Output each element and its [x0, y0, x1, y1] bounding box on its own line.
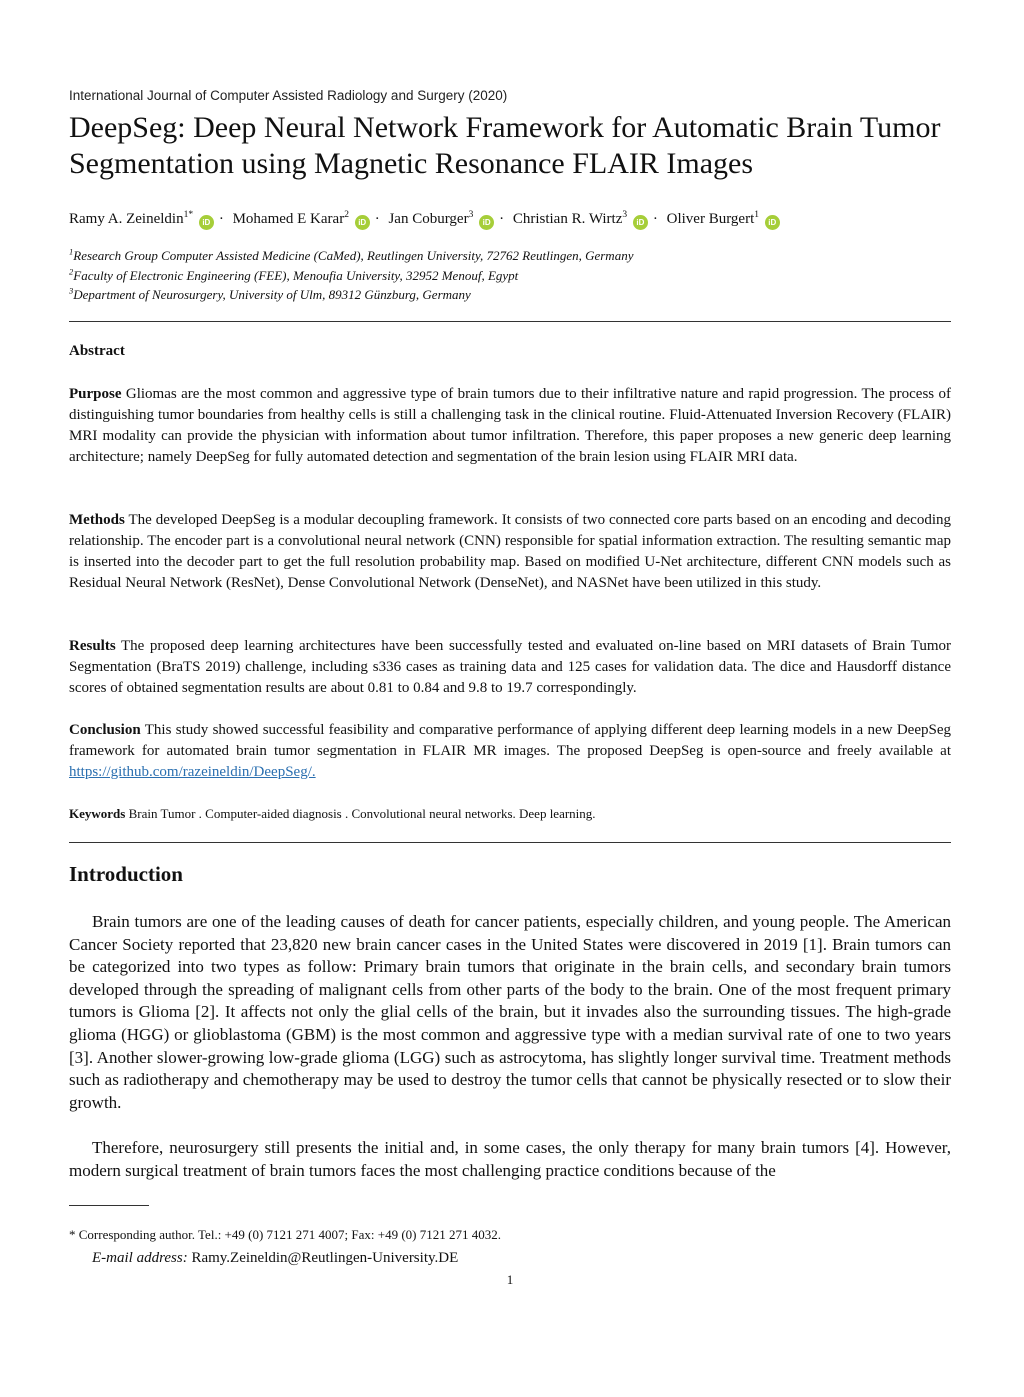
intro-paragraph: Therefore, neurosurgery still presents the initial and, in some cases, the only therapy for many brain tumors [4]. However, modern surgical treatment of brain tumors faces the most challenging practice conditions because of the: [69, 1138, 951, 1180]
affiliation-line: [69, 266, 951, 286]
author-affil-sup: 1*: [183, 210, 194, 220]
abstract-heading: Abstract: [69, 343, 125, 359]
introduction-heading: Introduction: [69, 862, 183, 886]
author-affil-sup: 3: [468, 210, 474, 220]
conclusion-label: Conclusion: [69, 722, 141, 738]
abstract-results: [69, 636, 951, 699]
author-separator: ·: [652, 211, 658, 227]
affiliations: [69, 246, 951, 305]
affiliation-line: [69, 246, 951, 266]
results-text: The proposed deep learning architectures have been successfully tested and evaluated on-line based on MRI datasets of Brain Tumor Segmentation (BraTS 2019) challenge, including s336 cases as training data and 125 cases for validation data. The dice and Hausdorff distance scores of obtained segmentation results are about 0.81 to 0.84 and 9.8 to 19.7 correspondingly.: [69, 638, 951, 696]
author-affil-sup: 2: [344, 210, 349, 220]
divider: [69, 842, 951, 843]
author-separator: ·: [218, 211, 224, 227]
footnote-rule: [69, 1205, 149, 1206]
affiliation-text: Faculty of Electronic Engineering (FEE), Menoufia University, 32952 Menouf, Egypt: [73, 267, 519, 283]
intro-paragraph: Brain tumors are one of the leading causes of death for cancer patients, especially children, and young people. The American Cancer Society reported that 23,820 new brain cancer cases in the United States were discovered in 2019 [1]. Brain tumors can be categorized into two types as follow: Primary brain tumors that originate in the brain cells, and secondary brain tumors developed through the spreading of malignant cells from other parts of the body to the brain. One of the most frequent primary tumors is Glioma [2]. It affects not only the glial cells of the brain, but it invades also the surrounding tissues. The high-grade glioma (HGG) or glioblastoma (GBM) is the most common and aggressive type with a median survival rate of one to two years [3]. Another slower-growing low-grade glioma (LGG) such as astrocytoma, has slightly longer survival time. Treatment methods such as radiotherapy and chemotherapy may be used to destroy the tumor cells that cannot be physically resected or to slow their growth.: [69, 912, 951, 1112]
abstract-methods: [69, 510, 951, 594]
orcid-icon[interactable]: iD: [633, 215, 648, 230]
conclusion-text: This study showed successful feasibility and comparative performance of applying different deep learning models in a new DeepSeg framework for automated brain tumor segmentation in FLAIR MR images. The proposed DeepSeg is open-source and freely available at: [69, 722, 951, 759]
author-separator: ·: [374, 211, 380, 227]
github-link[interactable]: https://github.com/razeineldin/DeepSeg/.: [69, 764, 316, 780]
affiliation-text: Department of Neurosurgery, University of Ulm, 89312 Günzburg, Germany: [73, 287, 471, 302]
affiliation-sup: 1: [69, 246, 74, 257]
methods-label: Methods: [69, 512, 125, 528]
author-name: Mohamed E Karar: [232, 211, 345, 227]
author-name: Christian R. Wirtz: [512, 211, 623, 227]
orcid-icon[interactable]: iD: [355, 215, 370, 230]
keywords-text: Brain Tumor . Computer-aided diagnosis . Convolutional neural networks. Deep learning.: [125, 806, 596, 821]
purpose-label: Purpose: [69, 386, 122, 402]
methods-text: The developed DeepSeg is a modular decoupling framework. It consists of two connected core parts based on an encoding and decoding relationship. The encoder part is a convolutional neural network (CNN) responsible for spatial information extraction. The resulting semantic map is inserted into the decoder part to get the full resolution probability map. Based on modified U-Net architecture, different CNN models such as Residual Neural Network (ResNet), Dense Convolutional Network (DenseNet), and NASNet have been utilized in this study.: [69, 512, 951, 591]
abstract-conclusion: [69, 720, 951, 783]
author-name: Jan Coburger: [388, 211, 469, 227]
orcid-icon[interactable]: iD: [479, 215, 494, 230]
orcid-icon[interactable]: iD: [199, 215, 214, 230]
footnote-email: [92, 1248, 458, 1268]
author-list: [69, 209, 951, 230]
affiliation-sup: 3: [69, 285, 74, 296]
purpose-text: Gliomas are the most common and aggressive type of brain tumors due to their infiltrative nature and rapid progression. The process of distinguishing tumor boundaries from healthy cells is still a challenging task in the clinical routine. Fluid-Attenuated Inversion Recovery (FLAIR) MRI modality can provide the physician with information about tumor infiltration. Therefore, this paper proposes a new generic deep learning architecture; namely DeepSeg for fully automated detection and segmentation of the brain lesion using FLAIR MRI data.: [69, 386, 951, 465]
author-affil-sup: 3: [622, 210, 628, 220]
affiliation-line: [69, 285, 951, 305]
author-name: Oliver Burgert: [666, 211, 755, 227]
keywords: [69, 805, 951, 823]
page-number: 1: [506, 1272, 514, 1287]
email-label: E-mail address:: [92, 1250, 188, 1266]
author-affil-sup: 1: [754, 210, 759, 220]
abstract-purpose: [69, 384, 951, 468]
email-address[interactable]: Ramy.Zeineldin@Reutlingen-University.DE: [187, 1250, 459, 1266]
author-name: Ramy A. Zeineldin: [69, 211, 184, 227]
author-separator: ·: [499, 211, 505, 227]
results-label: Results: [69, 638, 116, 654]
affiliation-sup: 2: [69, 266, 74, 277]
footnote-corresponding: * Corresponding author. Tel.: +49 (0) 7121 271 4007; Fax: +49 (0) 7121 271 4032.: [69, 1227, 502, 1242]
journal-name: International Journal of Computer Assisted Radiology and Surgery (2020): [69, 88, 508, 103]
keywords-label: Keywords: [69, 806, 126, 821]
paper-title: DeepSeg: Deep Neural Network Framework for Automatic Brain Tumor Segmentation using Magnetic Resonance FLAIR Images: [69, 111, 941, 180]
affiliation-text: Research Group Computer Assisted Medicine (CaMed), Reutlingen University, 72762 Reutlingen, Germany: [73, 248, 634, 263]
orcid-icon[interactable]: iD: [765, 215, 780, 230]
divider: [69, 321, 951, 322]
